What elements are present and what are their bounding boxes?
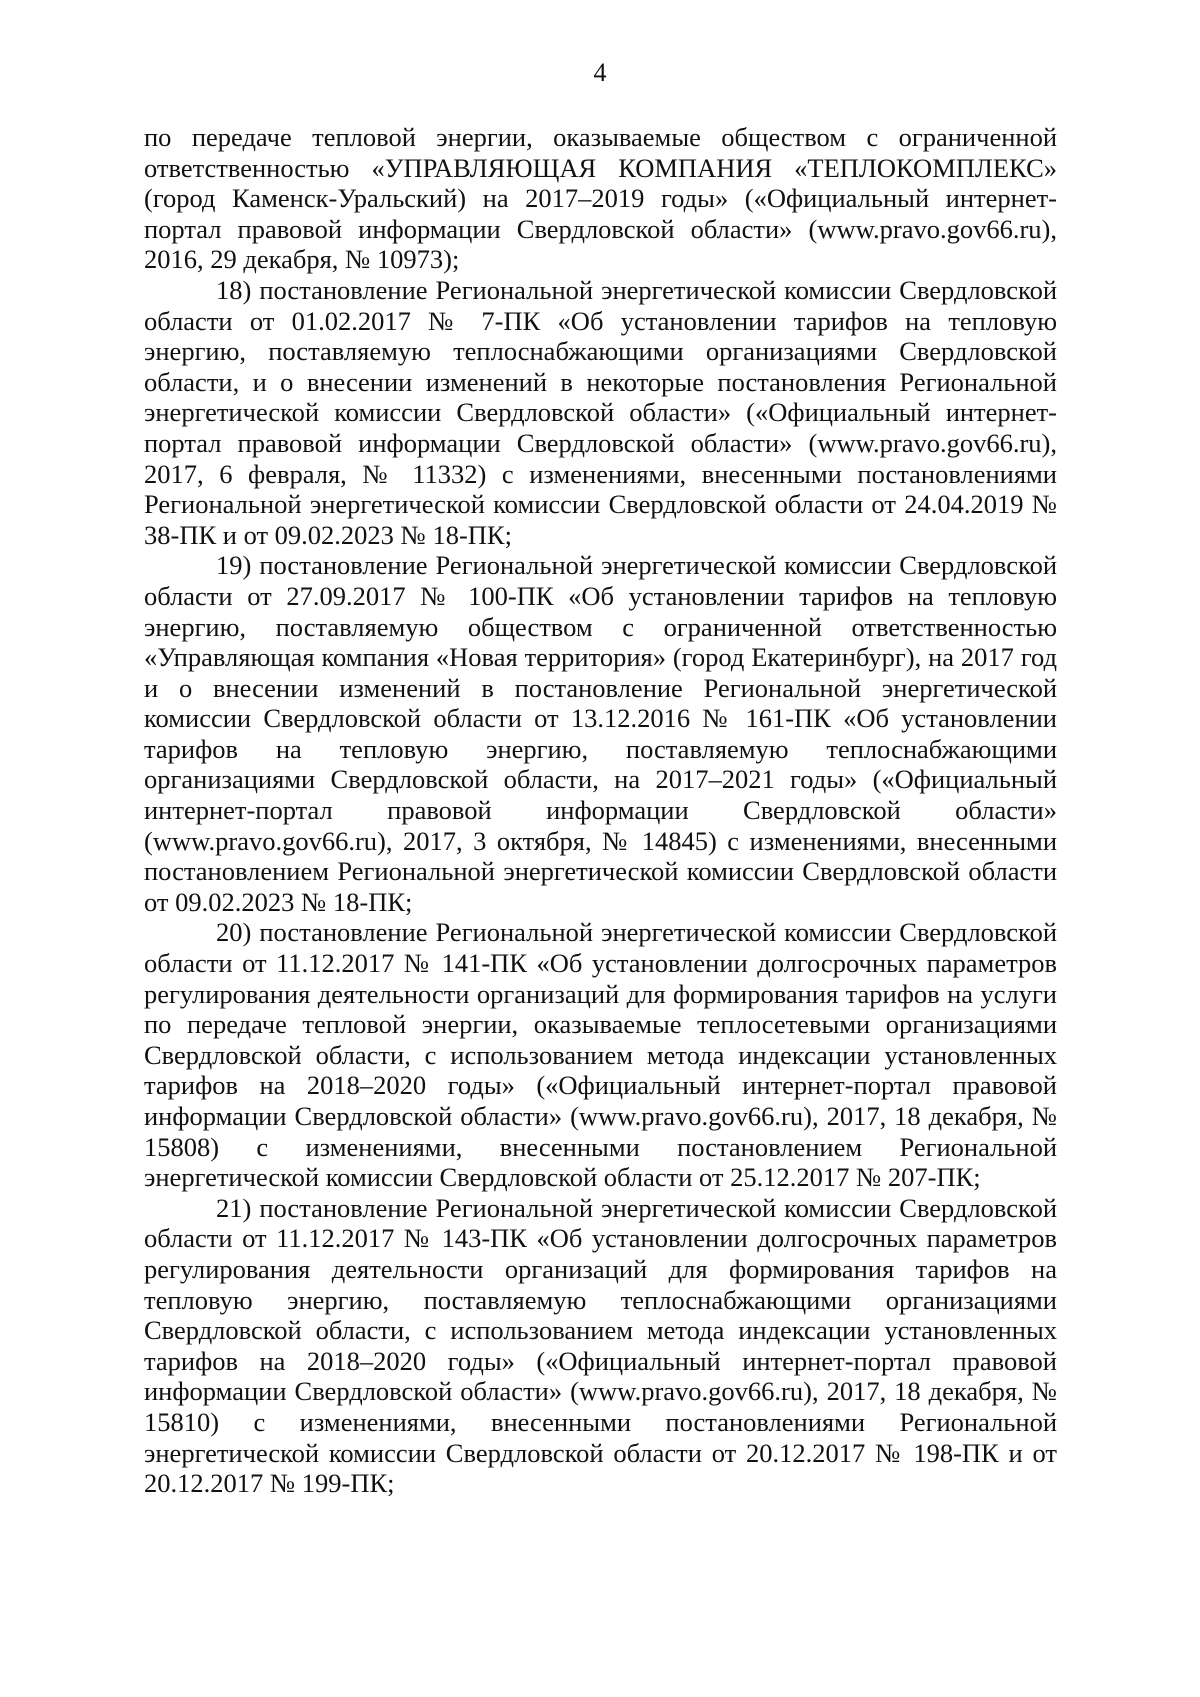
paragraph-item-20: 20) постановление Региональной энергетической комиссии Свердловской области от 11.12.2017 № 141-ПК «Об установлении долгосрочных параметров регулирования деятельности организаций для формирования тарифов на услуги по передаче тепловой энергии, оказываемые теплосетевыми организациями Свердловской области, с использованием метода индексации установленных тарифов на 2018–2020 годы» («Официальный интернет-портал правовой информации Свердловской области» (www.pravo.gov66.ru), 2017, 18 декабря, № 15808) с изменениями, внесенными постановлением Региональной энергетической комиссии Свердловской области от 25.12.2017 № 207-ПК;	[144, 917, 1057, 1193]
document-body	[144, 122, 1057, 1499]
paragraph-item-19: 19) постановление Региональной энергетической комиссии Свердловской области от 27.09.2017 № 100-ПК «Об установлении тарифов на тепловую энергию, поставляемую обществом с ограниченной ответственностью «Управляющая компания «Новая территория» (город Екатеринбург), на 2017 год и о внесении изменений в постановление Региональной энергетической комиссии Свердловской области от 13.12.2016 № 161-ПК «Об установлении тарифов на тепловую энергию, поставляемую теплоснабжающими организациями Свердловской области, на 2017–2021 годы» («Официальный интернет-портал правовой информации Свердловской области» (www.pravo.gov66.ru), 2017, 3 октября, № 14845) с изменениями, внесенными постановлением Региональной энергетической комиссии Свердловской области от 09.02.2023 № 18-ПК;	[144, 550, 1057, 917]
page-number: 4	[593, 58, 607, 87]
paragraph-continuation: по передаче тепловой энергии, оказываемые обществом с ограниченной ответственностью «УПРАВЛЯЮЩАЯ КОМПАНИЯ «ТЕПЛОКОМПЛЕКС» (город Каменск-Уральский) на 2017–2019 годы» («Официальный интернет-портал правовой информации Свердловской области» (www.pravo.gov66.ru), 2016, 29 декабря, № 10973);	[144, 122, 1057, 275]
paragraph-item-21: 21) постановление Региональной энергетической комиссии Свердловской области от 11.12.2017 № 143-ПК «Об установлении долгосрочных параметров регулирования деятельности организаций для формирования тарифов на тепловую энергию, поставляемую теплоснабжающими организациями Свердловской области, с использованием метода индексации установленных тарифов на 2018–2020 годы» («Официальный интернет-портал правовой информации Свердловской области» (www.pravo.gov66.ru), 2017, 18 декабря, № 15810) с изменениями, внесенными постановлениями Региональной энергетической комиссии Свердловской области от 20.12.2017 № 198-ПК и от 20.12.2017 № 199-ПК;	[144, 1192, 1057, 1499]
paragraph-item-18: 18) постановление Региональной энергетической комиссии Свердловской области от 01.02.2017 № 7-ПК «Об установлении тарифов на тепловую энергию, поставляемую теплоснабжающими организациями Свердловской области, и о внесении изменений в некоторые постановления Региональной энергетической комиссии Свердловской области» («Официальный интернет-портал правовой информации Свердловской области» (www.pravo.gov66.ru), 2017, 6 февраля, № 11332) с изменениями, внесенными постановлениями Региональной энергетической комиссии Свердловской области от 24.04.2019 № 38-ПК и от 09.02.2023 № 18-ПК;	[144, 274, 1057, 550]
